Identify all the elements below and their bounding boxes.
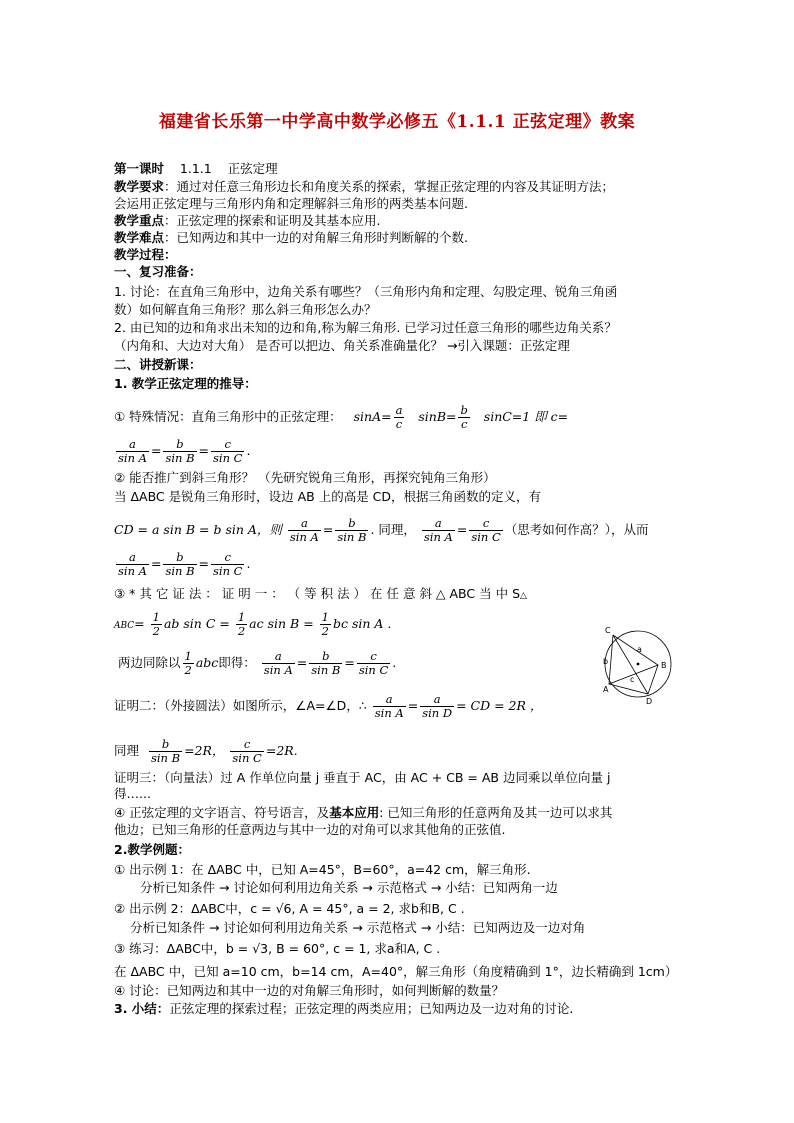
half [151, 611, 162, 638]
den: sin B [165, 564, 195, 578]
half [183, 650, 194, 677]
special-case-line [114, 404, 684, 431]
proof2-text: 证明二：（外接圆法）如图所示，∠A=∠D，∴ [114, 698, 367, 713]
frac [357, 650, 390, 677]
difficulty-text: ：已知两边和其中一边的对角解三角形时判断解的个数. [164, 230, 468, 245]
den: c [460, 417, 468, 431]
requirement-label: 教学要求 [114, 179, 165, 194]
num: b [460, 403, 468, 417]
num: 1 [184, 649, 192, 663]
divide-line: 两边同除以 $\frac{1}{2}$ abc即得： $\frac{a}{\text{sin A}}$ = $\frac{b}{\text{sin B}}$ = $\frac{c}{\text{sin C}}$ . [117, 649, 397, 677]
sine-law-formula-1: $\frac{a}{\text{sin A}}$ = $\frac{b}{\text{sin B}}$ = $\frac{c}{\text{sin C}}$ . [118, 437, 251, 465]
eq: = [296, 655, 308, 670]
sinB-label: sinB= [418, 409, 457, 424]
den: sin A [118, 564, 147, 578]
summary-label: 3. 小结： [114, 1001, 170, 1016]
circumcircle-figure [592, 624, 684, 708]
frac-a-c [394, 404, 405, 431]
label-b: b [603, 657, 609, 666]
num: b [163, 551, 196, 565]
num: b [149, 738, 182, 752]
proof2-same-line [114, 738, 684, 765]
num: c [211, 438, 244, 452]
frac [149, 738, 182, 765]
eq: = [407, 698, 419, 713]
review-item-1a: 1. 讨论：在直角三角形中，边角关系有哪些？（三角形内角和定理、勾股定理、锐角三角函 [114, 284, 618, 299]
den: 2 [237, 624, 246, 638]
eq: = [344, 655, 355, 670]
requirement-line-2: 会运用正弦定理与三角形内角和定理解斜三角形的两类基本问题. [114, 196, 468, 211]
eq-2r: =2R. [265, 743, 298, 758]
half [320, 611, 331, 638]
num: a [422, 517, 455, 531]
eq: = [134, 616, 145, 631]
example-1: ① 出示例 1：在 ΔABC 中，已知 A=45°，B=60°，a=42 cm，解三角形. [114, 862, 531, 877]
sinC-label: sinC=1 即 c= [483, 409, 569, 424]
eq: = [456, 522, 468, 537]
sinA-label: sinA= [353, 409, 392, 424]
frac [422, 517, 455, 544]
eq: = [150, 556, 162, 571]
den: 2 [321, 624, 329, 638]
proof1-line [114, 586, 684, 604]
frac [288, 517, 321, 544]
app-text-a: ④ 正弦定理的文字语言、符号语言，及 [114, 805, 330, 820]
requirement-line [114, 179, 684, 195]
den: 2 [184, 663, 192, 677]
lesson-num: 1.1.1 [179, 161, 212, 176]
num: a [288, 517, 321, 531]
review-item-1b: 数）如何解直角三角形？那么斜三角形怎么办？ [114, 302, 377, 317]
den: sin B [311, 663, 341, 677]
page-title: 福建省长乐第一中学高中数学必修五《1.1.1 正弦定理》教案 [158, 112, 636, 132]
num: a [116, 438, 149, 452]
requirement-text: ：通过对任意三角形边长和角度关系的探索，掌握正弦定理的内容及其证明方法； [164, 179, 615, 194]
half [236, 611, 247, 638]
think-text: （思考如何作高？），从而 [504, 522, 649, 537]
label-D: D [646, 697, 653, 706]
frac [230, 738, 263, 765]
frac [211, 551, 244, 578]
den: sin C [471, 530, 501, 544]
special-case-text: ① 特殊情况：直角三角形中的正弦定理： [114, 409, 342, 424]
sine-law-formula-2: $\frac{a}{\text{sin A}}$ = $\frac{b}{\text{sin B}}$ = $\frac{c}{\text{sin C}}$ . [118, 550, 251, 578]
frac [309, 650, 342, 677]
num: c [469, 517, 502, 531]
review-item-2b: （内角和、大边对大角） 是否可以把边、角关系准确量化？ →引入课题：正弦定理 [114, 338, 570, 353]
section-new-heading: 二、讲授新课： [114, 357, 202, 372]
ab-sinC: ab sin C = [163, 616, 230, 631]
bc-sinA: bc sin A . [332, 616, 392, 631]
label-a: a [637, 645, 642, 654]
frac [211, 438, 244, 465]
frac [335, 517, 368, 544]
num: b [309, 650, 342, 664]
eq-2r: =2R， [184, 743, 225, 758]
num: a [395, 403, 403, 417]
frac [262, 650, 295, 677]
get-text: 即得： [218, 655, 256, 670]
num: b [335, 517, 368, 531]
section-review-heading: 一、复习准备： [114, 264, 202, 279]
review-item-2a: 2. 由已知的边和角求出未知的边和角,称为解三角形. 已学习过任意三角形的哪些边角关系？ [114, 320, 617, 335]
frac [373, 693, 406, 720]
den: sin A [374, 706, 404, 720]
same-text: . 同理， [370, 522, 416, 537]
example-1-analysis: 分析已知条件 → 讨论如何利用边角关系 → 示范格式 → 小结：已知两角一边 [140, 880, 558, 895]
generalize-line: ② 能否推广到斜三角形？ （先研究锐角三角形，再探究钝角三角形） [114, 470, 496, 485]
frac [116, 551, 149, 578]
den: sin D [422, 706, 453, 720]
eq: = [198, 556, 210, 571]
difficulty-label: 教学难点 [114, 230, 165, 245]
eq: = [198, 443, 210, 458]
den: sin A [263, 663, 293, 677]
num: b [163, 438, 196, 452]
application-line-2: 他边；已知三角形的任意两边与其中一边的对角可以求其他角的正弦值. [114, 822, 506, 837]
derivation-heading: 1. 教学正弦定理的推导： [114, 376, 257, 391]
num: 1 [237, 610, 246, 624]
example-2: ② 出示例 2：ΔABC中，c = √6, A = 45°, a = 2, 求b和B, C . [114, 901, 465, 916]
num: c [211, 551, 244, 565]
difficulty-line [114, 230, 684, 246]
lesson-name: 正弦定理 [227, 161, 278, 176]
frac [116, 438, 149, 465]
frac [420, 693, 454, 720]
den: sin C [232, 751, 262, 765]
height-line [114, 517, 684, 544]
label-A: A [603, 685, 609, 694]
example-2-analysis: 分析已知条件 → 讨论如何利用边角关系 → 示范格式 → 小结：已知两边及一边对角 [130, 920, 586, 935]
eq: = [322, 522, 334, 537]
num: a [116, 551, 149, 565]
segment-ad [609, 684, 648, 694]
den: sin A [118, 451, 147, 465]
den: sin A [289, 530, 319, 544]
num: 1 [152, 610, 160, 624]
discussion-line: ④ 讨论：已知两边和其中一边的对角解三角形时，如何判断解的数量？ [114, 983, 505, 998]
frac-b-c [458, 404, 469, 431]
focus-line [114, 213, 684, 229]
application-line [114, 805, 684, 821]
same-label: 同理 [114, 743, 140, 758]
den: sin B [165, 451, 195, 465]
label-B: B [661, 661, 667, 670]
summary-text: 正弦定理的探索过程；正弦定理的两类应用；已知两边及一边对角的讨论. [169, 1001, 574, 1016]
num: a [373, 693, 406, 707]
diameter-cd [613, 635, 648, 694]
proof1-text: ③ * 其 它 证 法 ： 证 明 一 ： （ 等 积 法 ） 在 任 意 斜 △ ABC 当 中 S [114, 586, 521, 601]
proof3-line: 证明三：（向量法）过 A 作单位向量 j 垂直于 AC，由 AC + CB = AB 边同乘以单位向量 j [114, 770, 611, 785]
focus-text: ：正弦定理的探索和证明及其基本应用. [164, 213, 381, 228]
den: sin B [337, 530, 367, 544]
den: c [395, 417, 403, 431]
focus-label: 教学重点 [114, 213, 165, 228]
lesson-line [114, 161, 684, 177]
frac [163, 438, 196, 465]
num: c [230, 738, 263, 752]
center-point [637, 663, 640, 666]
eq: = [150, 443, 162, 458]
tri-symbol: △ [520, 591, 527, 601]
segment-bd [648, 665, 658, 694]
proof3-line-2: 得…... [114, 786, 151, 801]
process-heading: 教学过程： [114, 247, 177, 262]
app-text-bold: 基本应用 [329, 805, 380, 820]
num: c [357, 650, 390, 664]
summary-line [114, 1001, 684, 1017]
divide-text: 两边同除以 [117, 655, 181, 670]
exercise-2: 在 ΔABC 中，已知 a=10 cm，b=14 cm，A=40°，解三角形（角度精确到 1°，边长精确到 1cm） [114, 964, 678, 979]
den: 2 [152, 624, 160, 638]
den: sin B [150, 751, 181, 765]
app-text-c: : 已知三角形的任意两角及其一边可以求其 [379, 805, 613, 820]
ac-sinB: ac sin B = [249, 616, 314, 631]
frac [163, 551, 196, 578]
exercise-1: ③ 练习：ΔABC中，b = √3, B = 60°, c = 1, 求a和A, C . [114, 941, 441, 956]
den: sin C [213, 451, 243, 465]
cd-2r: = CD = 2R ， [456, 698, 543, 713]
num: a [262, 650, 295, 664]
examples-heading: 2.教学例题： [114, 842, 190, 857]
lesson-label: 第一课时 [114, 161, 165, 176]
den: sin C [213, 564, 243, 578]
den: sin C [358, 663, 389, 677]
label-c: c [630, 675, 635, 684]
num: 1 [321, 610, 329, 624]
den: sin A [423, 530, 453, 544]
acute-case-line: 当 ΔABC 是锐角三角形时，设边 AB 上的高是 CD，根据三角函数的定义，有 [114, 489, 542, 504]
abc-text: abc [195, 655, 219, 670]
frac [469, 517, 502, 544]
abc-sub: ABC [114, 621, 135, 631]
cd-text: CD = a sin B = b sin A，则 [114, 522, 282, 537]
label-C: C [605, 626, 611, 635]
num: a [420, 693, 454, 707]
